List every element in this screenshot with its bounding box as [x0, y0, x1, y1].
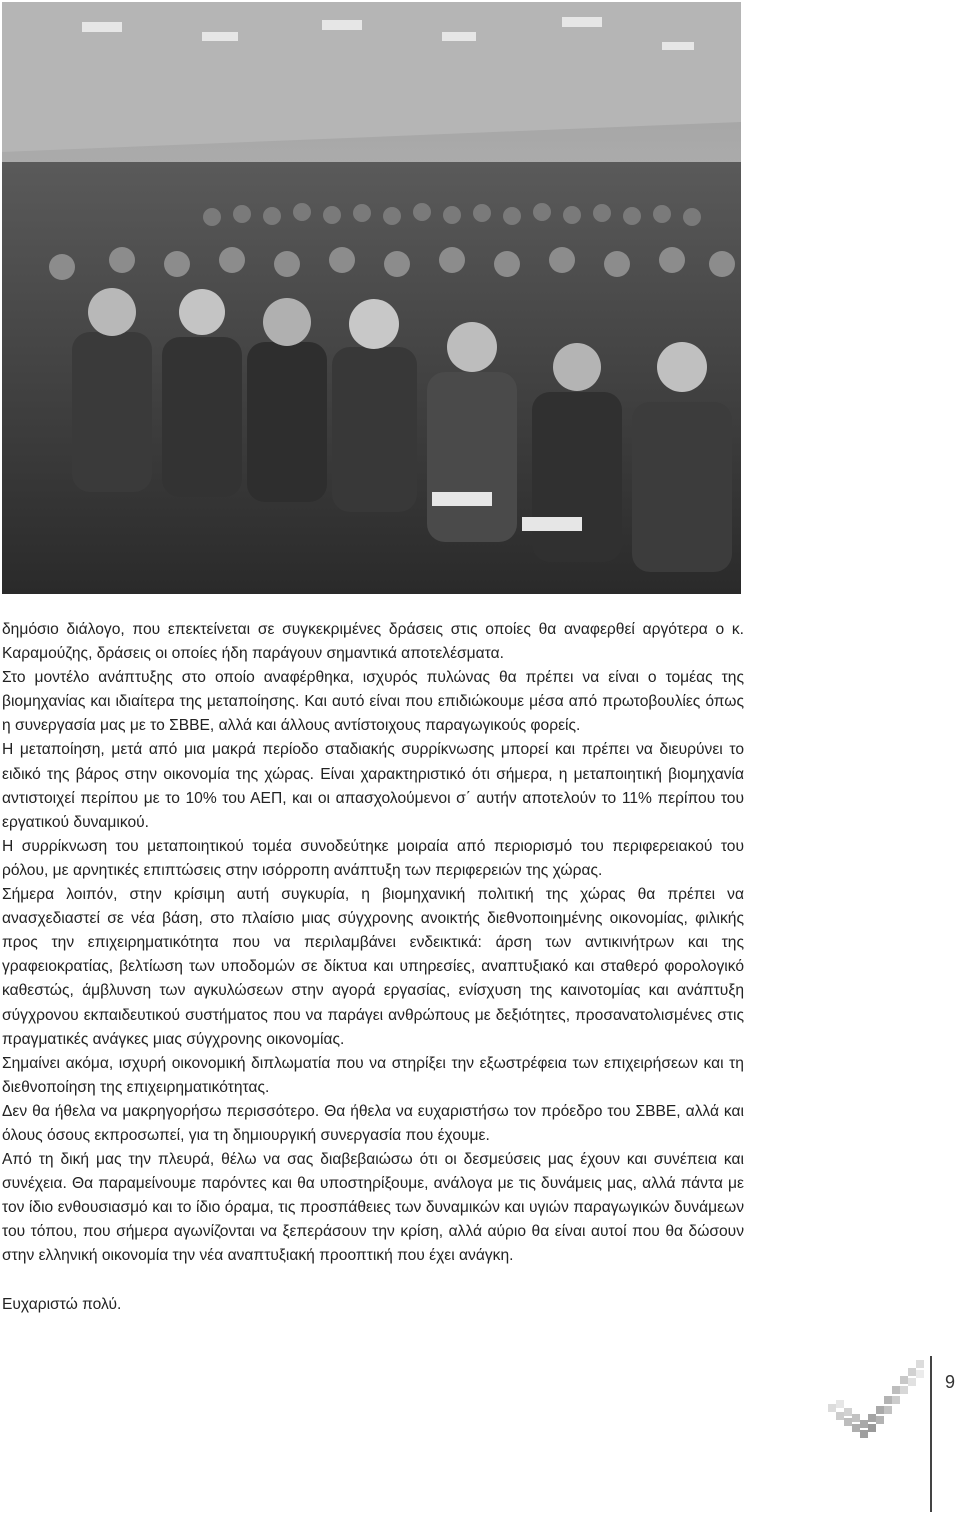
paragraph: Η μεταποίηση, μετά από μια μακρά περίοδο σταδιακής συρρίκνωσης μπορεί και πρέπει να διευρύνει το ειδικό της βάρος στην οικονομία της χώρας. Είναι χαρακτηριστικό ότι σήμερα, η μεταποιητική βιομηχανία αντιστοιχεί περίπου με το 10% του ΑΕΠ, και οι απασχολούμενοι σ΄ αυτήν αποτελούν το 11% περίπου του εργατικού δυναμικού. [2, 741, 744, 831]
paragraph: Δεν θα ήθελα να μακρηγορήσω περισσότερο. Θα ήθελα να ευχαριστήσω τον πρόεδρο του ΣΒΒΕ, αλλά και όλους όσους εκπροσωπεί, για τη δημιουργική συνεργασία που έχουμε. [2, 1102, 744, 1144]
paragraph: Σημαίνει ακόμα, ισχυρή οικονομική διπλωματία που να στηρίξει την εξωστρέφεια των επιχειρήσεων και τη διεθνοποίηση της επιχειρηματικότητας. [2, 1054, 744, 1096]
audience-photo-illustration [2, 2, 741, 594]
page-number: 9 [945, 1372, 956, 1392]
paragraph: Στο μοντέλο ανάπτυξης στο οποίο αναφέρθηκα, ισχυρός πυλώνας θα πρέπει να είναι ο τομέας της βιομηχανίας και ιδιαίτερα της μεταποίησης. Και αυτό είναι που επιδιώκουμε μέσα από πρωτοβουλίες όπως η συνεργασία μας με το ΣΒΒΕ, αλλά και άλλους αντίστοιχους παραγωγικούς φορείς. [2, 669, 744, 735]
checkmark-logo-icon [828, 1360, 932, 1464]
paragraph: Από τη δική μας την πλευρά, θέλω να σας διαβεβαιώσω ότι οι δεσμεύσεις μας έχουν και συνέπεια και συνέχεια. Θα παραμείνουμε παρόντες και θα υποστηρίξουμε, ανάλογα με τις δυνάμεις μας, αλλά πάντα με τον ίδιο ενθουσιασμό και το ίδιο όραμα, τις προσπάθειες των δυναμικών και υγιών παραγωγικών δυνάμεων του τόπου, που σήμερα αγωνίζονται να ξεπεράσουν την κρίση, αλλά αύριο θα είναι αυτοί που θα δώσουν στην ελληνική οικονομία την νέα αναπτυξιακή προοπτική που έχει ανάγκη. [2, 1151, 744, 1265]
paragraph: Η συρρίκνωση του μεταποιητικού τομέα συνοδεύτηκε μοιραία από περιορισμό του περιφερειακού του ρόλου, με αρνητικές επιπτώσεις στην ισόρροπη ανάπτυξη των περιφερειών της χώρας. [2, 837, 744, 879]
page-divider-line [930, 1356, 932, 1512]
paragraph: Σήμερα λοιπόν, στην κρίσιμη αυτή συγκυρία, η βιομηχανική πολιτική της χώρας θα πρέπει να ανασχεδιαστεί σε νέα βάση, στο πλαίσιο μιας σύγχρονης ανοικτής διεθνοποιημένης οικονομίας, φιλικής προς την επιχειρηματικότητα που να περιλαμβάνει ενδεικτικά: άρση των αντικινήτρων και της γραφειοκρατίας, βελτίωση των υποδομών σε δίκτυα και υπηρεσίες, αναπτυξιακό και σταθερό φορολογικό καθεστώς, άμβλυνση των αγκυλώσεων στην αγορά εργασίας, ενίσχυση της καινοτομίας και ανάπτυξη σύγχρονου εκπαιδευτικού συστήματος που να παράγει ανθρώπους με δεξιότητες, προσανατολισμένες στις πραγματικές ανάγκες μιας σύγχρονης οικονομίας. [2, 886, 744, 1048]
audience-photo [2, 2, 741, 594]
body-text [2, 618, 744, 1317]
closing-text: Ευχαριστώ πολύ. [2, 1295, 122, 1313]
paragraph: δημόσιο διάλογο, που επεκτείνεται σε συγκεκριμένες δράσεις στις οποίες θα αναφερθεί αργότερα ο κ. Καραμούζης, δράσεις οι οποίες ήδη παράγουν σημαντικά αποτελέσματα. [2, 621, 744, 663]
